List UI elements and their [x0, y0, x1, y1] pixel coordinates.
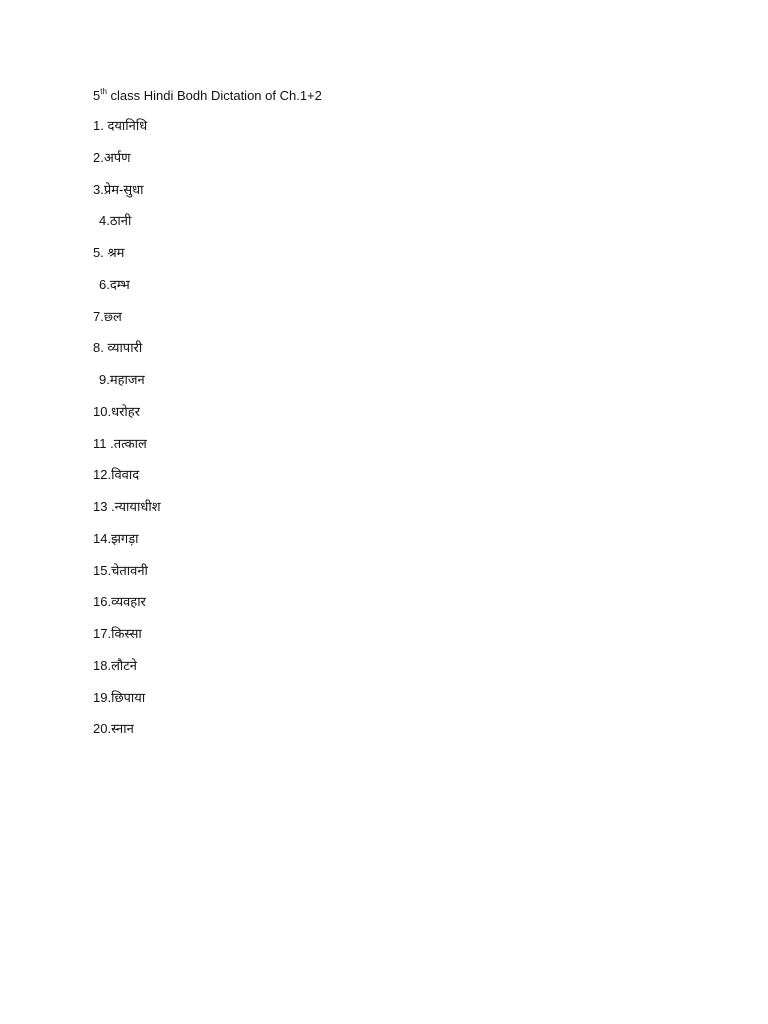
dictation-word-item: 18.लौटने [93, 657, 138, 673]
dictation-word-list [93, 116, 322, 739]
dictation-word-item: 7.छ्ल [93, 308, 122, 324]
title-rest: class Hindi Bodh Dictation of Ch.1+2 [106, 88, 322, 103]
dictation-word-item: 15.चेतावनी [93, 562, 148, 578]
dictation-word-item: 13 .न्यायाधीश [93, 499, 161, 514]
document-content [93, 86, 322, 739]
dictation-word-item: 17.किस्सा [93, 626, 142, 641]
title-prefix: 5 [93, 88, 101, 103]
dictation-word-item: 3.प्रेम-सुधा [93, 181, 144, 197]
dictation-word-item: 12.विवाद [93, 467, 140, 483]
dictation-word-item: 20.स्नान [93, 721, 134, 737]
dictation-word-item: 8. व्यापारी [93, 340, 143, 356]
dictation-word-item: 19.छिपाया [93, 689, 146, 705]
dictation-word-item: 14.झगड़ा [93, 530, 139, 546]
dictation-word-item: 16.व्यवहार [93, 594, 146, 610]
dictation-word-item: 1. दयानिधि [93, 118, 148, 133]
dictation-word-item: 9.महाजन [99, 372, 145, 387]
dictation-word-item: 5. श्रम [93, 245, 125, 260]
dictation-word-item: 11 .तत्काल [93, 435, 147, 451]
dictation-word-item: 6.दम्भ [99, 276, 130, 292]
title-superscript: th [100, 86, 107, 96]
dictation-word-item: 4.ठानी [99, 213, 132, 229]
dictation-word-item: 2.अर्पण [93, 149, 131, 165]
dictation-word-item: 10.धरोहर [93, 403, 140, 419]
document-title [93, 86, 322, 106]
